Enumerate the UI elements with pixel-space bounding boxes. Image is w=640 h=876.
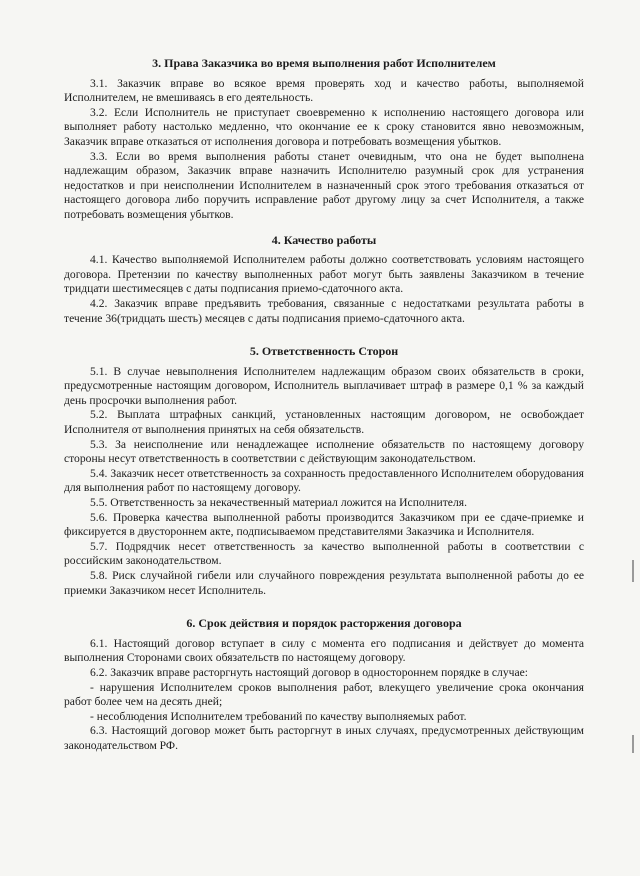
paragraph: 4.2. Заказчик вправе предъявить требования, связанные с недостатками результата работы в течение 36(тридцать шесть) месяцев с даты подписания приемо-сдаточного акта. — [64, 296, 584, 325]
paragraph: 6.2. Заказчик вправе расторгнуть настоящий договор в одностороннем порядке в случае: — [90, 665, 528, 679]
paragraph: 5.5. Ответственность за некачественный материал ложится на Исполнителя. — [90, 496, 467, 510]
list-item: - несоблюдения Исполнителем требований по качеству выполняемых работ. — [90, 709, 467, 723]
paragraph: 6.1. Настоящий договор вступает в силу с момента его подписания и действует до момента выполнения Сторонами своих обязательств по настоящему договору. — [64, 636, 584, 665]
paragraph: 3.2. Если Исполнитель не приступает своевременно к исполнению настоящего договора или выполняет работу настолько медленно, что окончание ее к сроку становится явно невозможным, Заказчик вправе отказаться от исполнения договора и потребовать возмещения убытков. — [64, 105, 584, 148]
section-title: 6. Срок действия и порядок расторжения договора — [186, 616, 462, 631]
paragraph: 5.3. За неисполнение или ненадлежащее исполнение обязательств по настоящему договору стороны несут ответственность в соответствии с действующим законодательством. — [64, 437, 584, 466]
list-item: - нарушения Исполнителем сроков выполнения работ, влекущего увеличение срока окончания работ более чем на десять дней; — [64, 680, 584, 709]
scan-edge-mark — [632, 560, 634, 582]
document-page — [64, 56, 584, 764]
section-title: 4. Качество работы — [271, 232, 377, 247]
section-title: 5. Ответственность Сторон — [249, 344, 399, 359]
paragraph: 6.3. Настоящий договор может быть расторгнут в иных случаях, предусмотренных действующим законодательством РФ. — [64, 724, 584, 752]
paragraph: 5.7. Подрядчик несет ответственность за качество выполненной работы в соответствии с российским законодательством. — [64, 539, 584, 568]
scan-edge-mark — [632, 735, 634, 753]
section-4 — [64, 233, 584, 327]
paragraph: 5.1. В случае невыполнения Исполнителем надлежащим образом своих обязательств в сроки, предусмотренные настоящим договором, Исполнитель выплачивает штраф в размере 0,1 % за каждый день просрочки выполнения работ. — [64, 364, 584, 407]
paragraph: 3.1. Заказчик вправе во всякое время проверять ход и качество работы, выполняемой Исполнителем, не вмешиваясь в его деятельность. — [64, 76, 584, 105]
section-title: 3. Права Заказчика во время выполнения работ Исполнителем — [152, 56, 496, 70]
section-3 — [64, 56, 584, 223]
section-5 — [64, 344, 584, 598]
paragraph: 4.1. Качество выполняемой Исполнителем работы должно соответствовать условиям настоящего договора. Претензии по качеству выполненных работ могут быть заявлены Заказчиком в течение тридцати шестимесяцев с даты подписания приемо-сдаточного акта. — [64, 253, 584, 296]
paragraph: 5.8. Риск случайной гибели или случайного повреждения результата выполненной работы до ее приемки Заказчиком несет Исполнитель. — [64, 569, 584, 597]
paragraph: 5.6. Проверка качества выполненной работы производится Заказчиком при ее сдаче-приемке и фиксируется в двустороннем акте, подписываемом представителями Заказчика и Исполнителя. — [64, 510, 584, 539]
paragraph: 5.4. Заказчик несет ответственность за сохранность предоставленного Исполнителем оборудования для выполнения работ по настоящему договору. — [64, 466, 584, 495]
paragraph: 3.3. Если во время выполнения работы станет очевидным, что она не будет выполнена надлежащим образом, Заказчик вправе назначить Исполнителю разумный срок для устранения недостатков и при неисполнении Исполнителем в назначенный срок этого требования отказаться от настоящего договора либо поручить исправление работ другому лицу за счет Исполнителя, а также потребовать возмещения убытков. — [64, 149, 584, 221]
paragraph: 5.2. Выплата штрафных санкций, установленных настоящим договором, не освобождает Исполнителя от выполнения принятых на себя обязательств. — [64, 408, 584, 437]
section-6 — [64, 616, 584, 753]
